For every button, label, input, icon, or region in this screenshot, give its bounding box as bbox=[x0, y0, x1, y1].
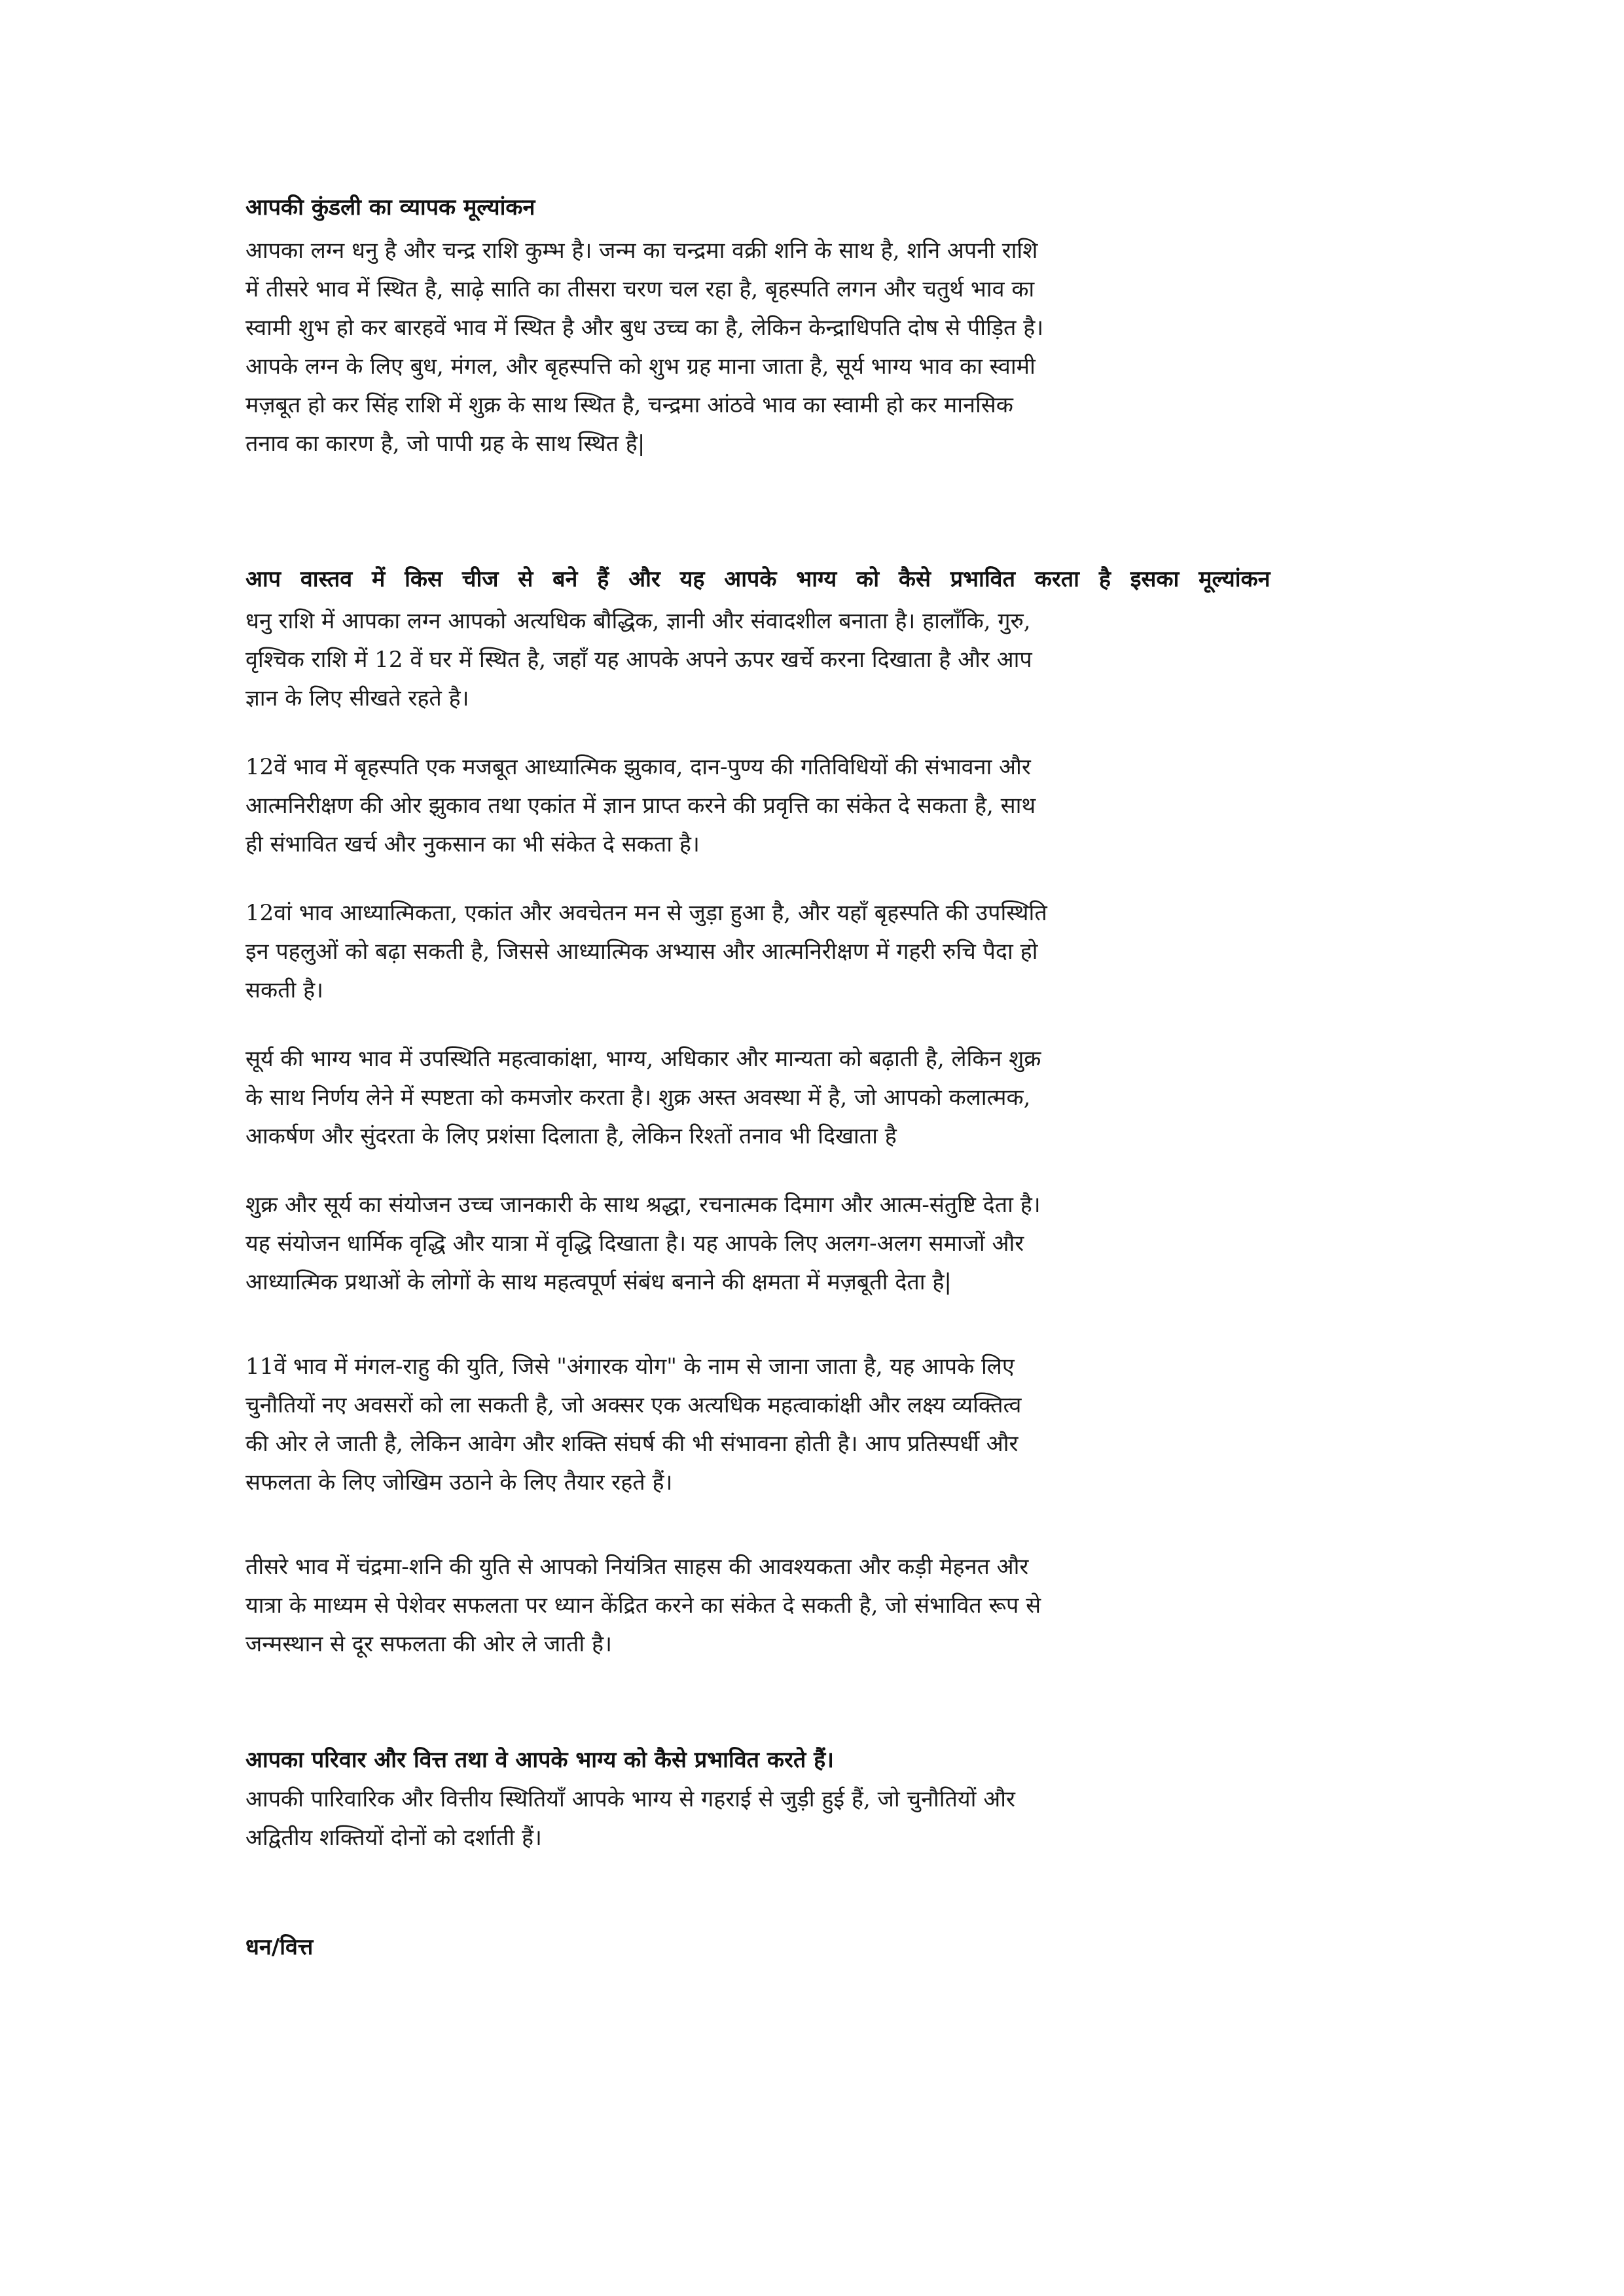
paragraph-sun-bhagya: सूर्य की भाग्य भाव में उपस्थिति महत्वाकांक्षा, भाग्य, अधिकार और मान्यता को बढ़ाती है, लेकिन शुक्र के साथ निर्णय लेने में स्पष्टता को कमजोर करता है। शुक्र अस्त अवस्था में है, जो आपको कलात्मक, आकर्षण और सुंदरता के लिए प्रशंसा दिलाता है, लेकिन रिश्तों तनाव भी दिखाता है bbox=[245, 1046, 1041, 1149]
section-heading-kundali-assessment: आपकी कुंडली का व्यापक मूल्यांकन bbox=[245, 194, 535, 221]
paragraph-jupiter-12th: 12वें भाव में बृहस्पति एक मजबूत आध्यात्मिक झुकाव, दान-पुण्य की गतिविधियों की संभावना और आत्मनिरीक्षण की ओर झुकाव तथा एकांत में ज्ञान प्राप्त करने की प्रवृत्ति का संकेत दे सकता है, साथ ही संभावित खर्च और नुकसान का भी संकेत दे सकता है। bbox=[245, 754, 1036, 857]
paragraph-angarak-yoga: 11वें भाव में मंगल-राहु की युति, जिसे "अंगारक योग" के नाम से जाना जाता है, यह आपके लिए चुनौतियों नए अवसरों को ला सकती है, जो अक्सर एक अत्यधिक महत्वाकांक्षी और लक्ष्य व्यक्तित्व की ओर ले जाती है, लेकिन आवेग और शक्ति संघर्ष की भी संभावना होती है। आप प्रतिस्पर्धी और सफलता के लिए जोखिम उठाने के लिए तैयार रहते हैं। bbox=[245, 1354, 1022, 1496]
paragraph-12th-house: 12वां भाव आध्यात्मिकता, एकांत और अवचेतन मन से जुड़ा हुआ है, और यहाँ बृहस्पति की उपस्थिति इन पहलुओं को बढ़ा सकती है, जिससे आध्यात्मिक अभ्यास और आत्मनिरीक्षण में गहरी रुचि पैदा हो सकती है। bbox=[245, 900, 1047, 1003]
paragraph-venus-sun: शुक्र और सूर्य का संयोजन उच्च जानकारी के साथ श्रद्धा, रचनात्मक दिमाग और आत्म-संतुष्टि देता है। यह संयोजन धार्मिक वृद्धि और यात्रा में वृद्धि दिखाता है। यह आपके लिए अलग-अलग समाजों और आध्यात्मिक प्रथाओं के लोगों के साथ महत्वपूर्ण संबंध बनाने की क्षमता में मज़बूती देता है| bbox=[245, 1192, 1041, 1295]
paragraph-family-finance: आपकी पारिवारिक और वित्तीय स्थितियाँ आपके भाग्य से गहराई से जुड़ी हुई हैं, जो चुनौतियों और अद्वितीय शक्तियों दोनों को दर्शाती हैं। bbox=[245, 1786, 1015, 1851]
document-content bbox=[245, 190, 1378, 1965]
paragraph-moon-saturn: तीसरे भाव में चंद्रमा-शनि की युति से आपको नियंत्रित साहस की आवश्यकता और कड़ी मेहनत और यात्रा के माध्यम से पेशेवर सफलता पर ध्यान केंद्रित करने का संकेत दे सकती है, जो संभावित रूप से जन्मस्थान से दूर सफलता की ओर ले जाती है। bbox=[245, 1554, 1041, 1657]
section-heading-family-finance: आपका परिवार और वित्त तथा वे आपके भाग्य को कैसे प्रभावित करते हैं। bbox=[245, 1747, 835, 1773]
section-heading-wealth: धन/वित्त bbox=[245, 1934, 314, 1960]
paragraph-kundali-assessment: आपका लग्न धनु है और चन्द्र राशि कुम्भ है। जन्म का चन्द्रमा वक्री शनि के साथ है, शनि अपनी राशि में तीसरे भाव में स्थित है, साढ़े साति का तीसरा चरण चल रहा है, बृहस्पति लगन और चतुर्थ भाव का स्वामी शुभ हो कर बारहवें भाव में स्थित है और बुध उच्च का है, लेकिन केन्द्राधिपति दोष से पीड़ित है। आपके लग्न के लिए बुध, मंगल, और बृहस्पत्ति को शुभ ग्रह माना जाता है, सूर्य भाग्य भाव का स्वामी मज़बूत हो कर सिंह राशि में शुक्र के साथ स्थित है, चन्द्रमा आंठवे भाव का स्वामी हो कर मानसिक तनाव का कारण है, जो पापी ग्रह के साथ स्थित है| bbox=[245, 238, 1044, 457]
section-heading-personality-assessment: आप वास्तव में किस चीज से बने हैं और यह आपके भाग्य को कैसे प्रभावित करता है इसका मूल्यांकन bbox=[245, 566, 1271, 592]
paragraph-ascendant: धनु राशि में आपका लग्न आपको अत्यधिक बौद्धिक, ज्ञानी और संवादशील बनाता है। हालाँकि, गुरु, वृश्चिक राशि में 12 वें घर में स्थित है, जहाँ यह आपके अपने ऊपर खर्चे करना दिखाता है और आप ज्ञान के लिए सीखते रहते है। bbox=[245, 608, 1032, 711]
